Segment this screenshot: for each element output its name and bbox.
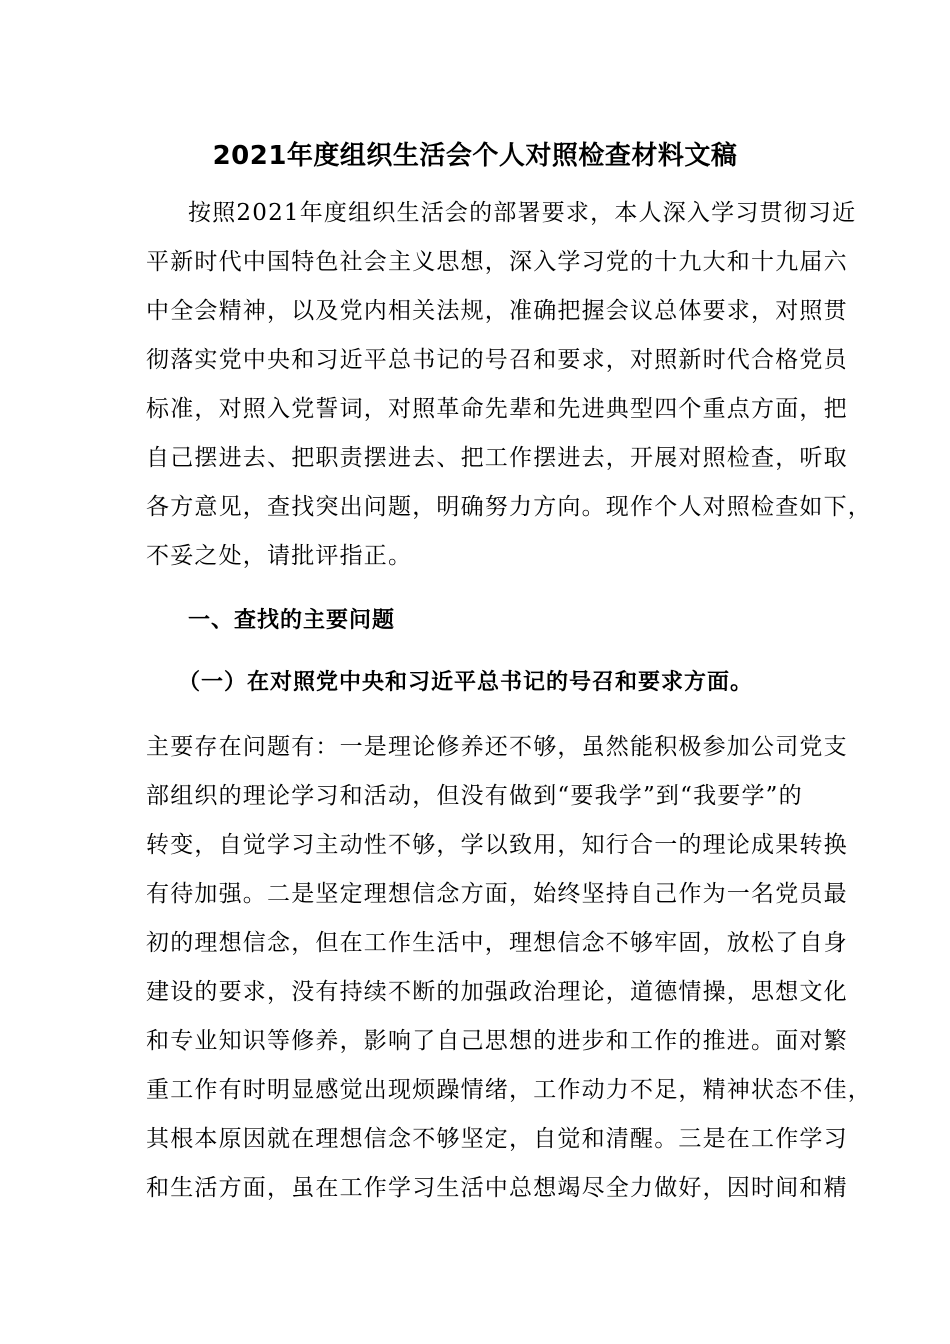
intro-line: 平新时代中国特色社会主义思想，深入学习党的十九大和十九届六 xyxy=(146,249,848,275)
body-line: 重工作有时明显感觉出现烦躁情绪，工作动力不足，精神状态不佳， xyxy=(146,1077,872,1103)
body-line: 和专业知识等修养，影响了自己思想的进步和工作的推进。面对繁 xyxy=(146,1028,848,1054)
body-line: 有待加强。二是坚定理想信念方面，始终坚持自己作为一名党员最 xyxy=(146,881,848,907)
body-line: 建设的要求，没有持续不断的加强政治理论，道德情操，思想文化 xyxy=(146,979,848,1005)
intro-line: 按照2021年度组织生活会的部署要求，本人深入学习贯彻习近 xyxy=(188,200,857,226)
intro-line: 各方意见，查找突出问题，明确努力方向。现作个人对照检查如下， xyxy=(146,494,872,520)
body-line: 主要存在问题有：一是理论修养还不够，虽然能积极参加公司党支 xyxy=(146,734,848,760)
subsection-heading: （一）在对照党中央和习近平总书记的号召和要求方面。 xyxy=(178,670,754,695)
intro-line: 中全会精神，以及党内相关法规，准确把握会议总体要求，对照贯 xyxy=(146,298,848,324)
document-title: 2021年度组织生活会个人对照检查材料文稿 xyxy=(212,141,738,171)
body-line: 转变，自觉学习主动性不够，学以致用，知行合一的理论成果转换 xyxy=(146,832,848,858)
body-line: 和生活方面，虽在工作学习生活中总想竭尽全力做好，因时间和精 xyxy=(146,1175,848,1201)
intro-line: 不妥之处，请批评指正。 xyxy=(146,543,413,569)
body-line: 其根本原因就在理想信念不够坚定，自觉和清醒。三是在工作学习 xyxy=(146,1126,848,1152)
intro-line: 彻落实党中央和习近平总书记的号召和要求，对照新时代合格党员 xyxy=(146,347,848,373)
intro-line: 自己摆进去、把职责摆进去、把工作摆进去，开展对照检查，听取 xyxy=(146,445,848,471)
body-line: 部组织的理论学习和活动，但没有做到“要我学”到“我要学”的 xyxy=(146,783,803,809)
section-heading: 一、查找的主要问题 xyxy=(188,608,396,633)
body-line: 初的理想信念，但在工作生活中，理想信念不够牢固，放松了自身 xyxy=(146,930,848,956)
intro-line: 标准，对照入党誓词，对照革命先辈和先进典型四个重点方面，把 xyxy=(146,396,848,422)
